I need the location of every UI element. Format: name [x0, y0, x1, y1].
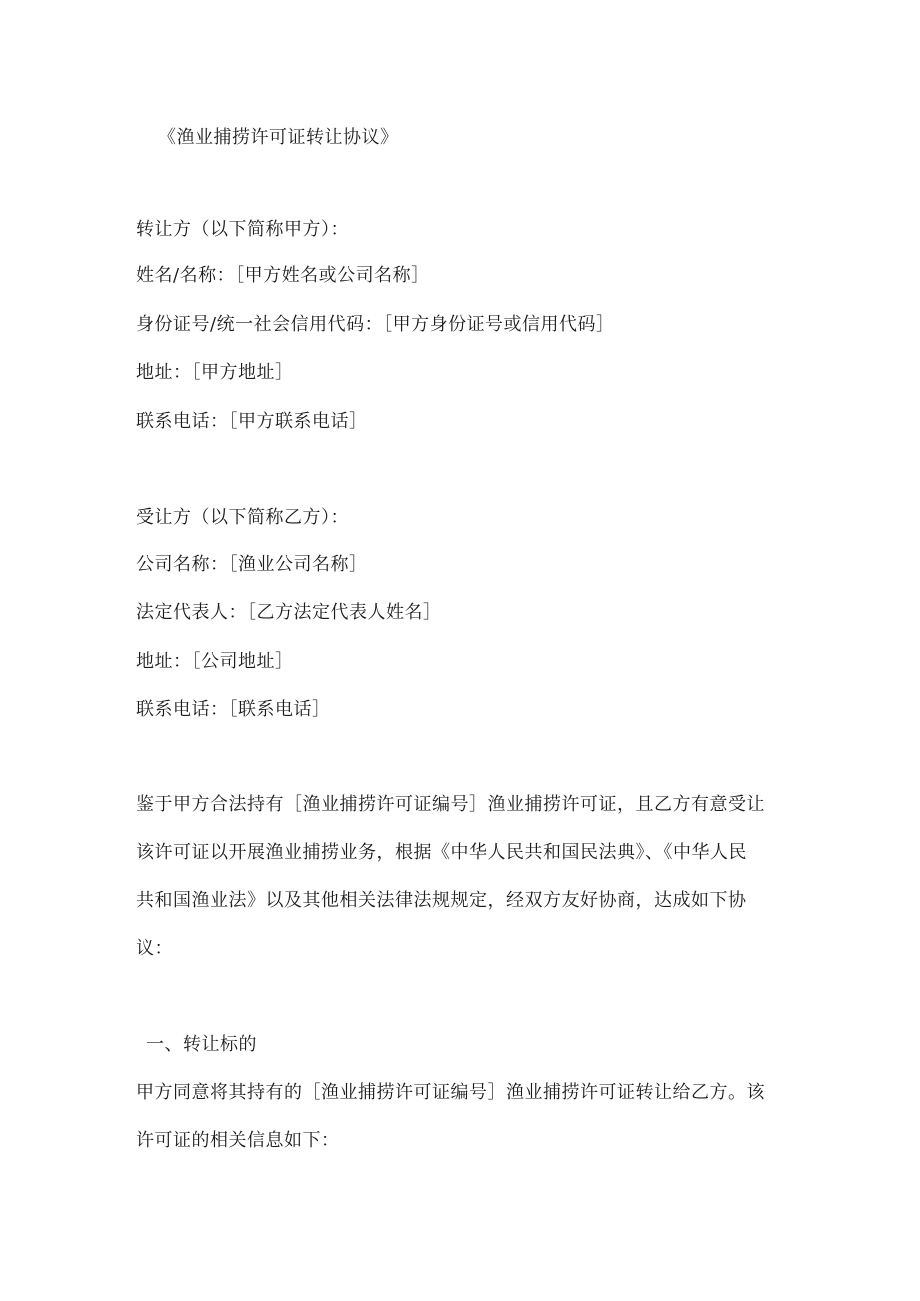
- party-a-name: 姓名/名称：［甲方姓名或公司名称］: [136, 265, 430, 286]
- section1-body-line: 许可证的相关信息如下：: [136, 1130, 340, 1151]
- party-b-representative: 法定代表人：［乙方法定代表人姓名］: [136, 602, 442, 623]
- party-a-id: 身份证号/统一社会信用代码：［甲方身份证号或信用代码］: [136, 314, 615, 335]
- party-b-address: 地址：［公司地址］: [136, 651, 294, 672]
- document-title: 《渔业捕捞许可证转让协议》: [158, 127, 399, 148]
- preamble-line: 该许可证以开展渔业捕捞业务，根据《中华人民共和国民法典》、《中华人民: [136, 842, 747, 863]
- party-a-address: 地址：［甲方地址］: [136, 362, 294, 383]
- section1-heading: 一、转让标的: [146, 1034, 257, 1055]
- party-b-company: 公司名称：［渔业公司名称］: [136, 554, 368, 575]
- preamble-line: 共和国渔业法》以及其他相关法律法规规定，经双方友好协商，达成如下协: [136, 890, 747, 911]
- party-a-heading: 转让方（以下简称甲方）：: [136, 219, 349, 240]
- party-b-phone: 联系电话：［联系电话］: [136, 699, 331, 720]
- section1-body-line: 甲方同意将其持有的［渔业捕捞许可证编号］渔业捕捞许可证转让给乙方。该: [136, 1082, 765, 1103]
- preamble-line: 鉴于甲方合法持有［渔业捕捞许可证编号］渔业捕捞许可证，且乙方有意受让: [136, 794, 765, 815]
- preamble-line: 议：: [136, 938, 173, 959]
- party-b-heading: 受让方（以下简称乙方）：: [136, 507, 349, 528]
- party-a-phone: 联系电话：［甲方联系电话］: [136, 411, 368, 432]
